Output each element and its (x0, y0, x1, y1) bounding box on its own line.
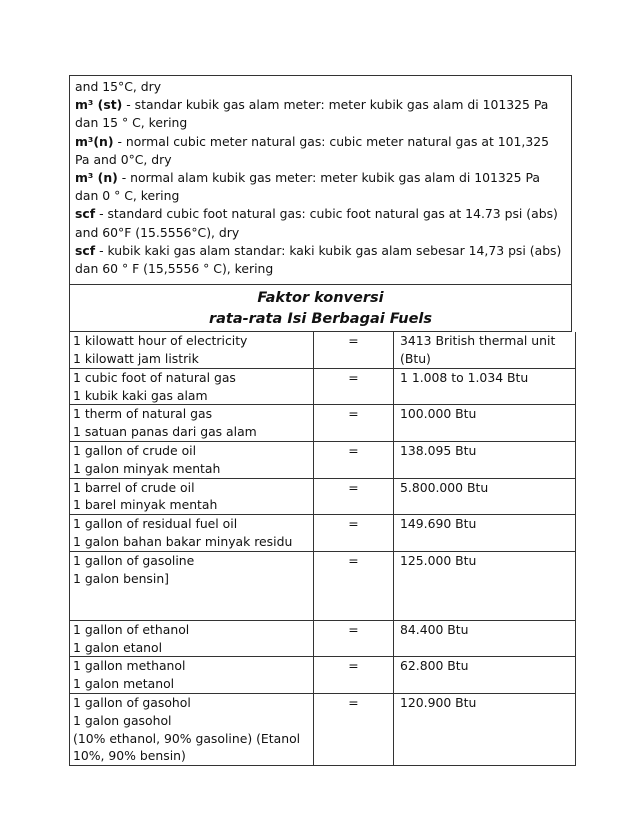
fuel-unit-line: 1 barel minyak mentah (73, 497, 218, 513)
table-title (69, 284, 572, 332)
table-row (70, 657, 576, 694)
table-row (70, 693, 576, 765)
fuel-unit-line: 1 barrel of crude oil (73, 479, 195, 495)
definition-item: m³(n) - normal cubic meter natural gas: cubic meter natural gas at 101,325 Pa and 0°C, dry (75, 133, 550, 167)
btu-value-cell: 62.800 Btu (394, 657, 576, 694)
fuel-unit-line: 1 gallon of ethanol (73, 621, 190, 637)
btu-value-cell: 149.690 Btu (394, 515, 576, 552)
fuel-unit-line: 1 gallon of crude oil (73, 443, 197, 459)
fuel-unit-line: 1 kilowatt hour of electricity (73, 333, 248, 349)
equals-cell: = (314, 551, 394, 620)
equals-cell: = (314, 657, 394, 694)
fuel-unit-line: 1 gallon of gasoline (73, 552, 195, 568)
fuel-unit-cell (70, 693, 314, 765)
fuel-unit-line: 1 gallon methanol (73, 658, 186, 674)
fuel-unit-cell (70, 620, 314, 657)
conversion-table (69, 332, 576, 766)
fuel-unit-line: 1 galon bensin] (73, 570, 170, 586)
fuel-unit-cell (70, 515, 314, 552)
fuel-unit-cell (70, 332, 314, 368)
fuel-unit-line: 1 cubic foot of natural gas (73, 369, 236, 385)
btu-value-cell: 5.800.000 Btu (394, 478, 576, 515)
btu-value-cell: 1 1.008 to 1.034 Btu (394, 368, 576, 405)
fuel-unit-line: 1 therm of natural gas (73, 406, 213, 422)
table-row (70, 368, 576, 405)
fuel-unit-line: 1 galon minyak mentah (73, 460, 221, 476)
equals-cell: = (314, 442, 394, 479)
definition-item: and 15°C, dry (75, 79, 162, 94)
fuel-unit-line: 1 galon metanol (73, 676, 175, 692)
fuel-unit-line: 1 kubik kaki gas alam (73, 387, 208, 403)
btu-value-cell: 84.400 Btu (394, 620, 576, 657)
equals-cell: = (314, 515, 394, 552)
equals-cell: = (314, 405, 394, 442)
table-row (70, 442, 576, 479)
fuel-unit-cell (70, 442, 314, 479)
fuel-unit-cell (70, 368, 314, 405)
fuel-unit-cell (70, 405, 314, 442)
fuel-unit-line: 1 kilowatt jam listrik (73, 351, 199, 367)
fuel-unit-cell (70, 551, 314, 620)
table-row (70, 620, 576, 657)
table-row (70, 515, 576, 552)
btu-value-cell: 3413 British thermal unit (Btu) (394, 332, 576, 368)
fuel-unit-line: 1 galon etanol (73, 639, 163, 655)
equals-cell: = (314, 368, 394, 405)
equals-cell: = (314, 332, 394, 368)
btu-value-cell: 138.095 Btu (394, 442, 576, 479)
fuel-unit-line: 1 galon gasohol (73, 712, 172, 728)
btu-value-cell: 100.000 Btu (394, 405, 576, 442)
table-row (70, 332, 576, 368)
table-row (70, 478, 576, 515)
fuel-unit-line: 1 gallon of gasohol (73, 694, 191, 710)
fuel-unit-cell (70, 657, 314, 694)
fuel-unit-line: 1 galon bahan bakar minyak residu (73, 534, 293, 549)
table-row (70, 551, 576, 620)
definition-item: scf - kubik kaki gas alam standar: kaki kubik gas alam sebesar 14,73 psi (abs) dan 60 ° F (15,5556 ° C), kering (75, 242, 562, 277)
fuel-unit-line: 1 gallon of residual fuel oil (73, 516, 238, 532)
equals-cell: = (314, 620, 394, 657)
fuel-unit-line: (10% ethanol, 90% gasoline) (Etanol 10%, 90% bensin) (73, 730, 301, 764)
btu-value-cell: 125.000 Btu (394, 551, 576, 620)
fuel-unit-cell (70, 478, 314, 515)
btu-value-cell: 120.900 Btu (394, 693, 576, 765)
definitions-cell (69, 75, 572, 284)
table-row (70, 405, 576, 442)
definition-item: scf - standard cubic foot natural gas: cubic foot natural gas at 14.73 psi (abs) and 60°F (15.5556°C), dry (75, 206, 558, 240)
equals-cell: = (314, 478, 394, 515)
definition-item: m³ (st) - standar kubik gas alam meter: meter kubik gas alam di 101325 Pa dan 15 ° C, kering (75, 97, 549, 131)
document-sheet (69, 75, 572, 766)
table-title-line1: Faktor konversi (257, 290, 384, 307)
fuel-unit-line: 1 satuan panas dari gas alam (73, 424, 257, 440)
equals-cell: = (314, 693, 394, 765)
definition-item: m³ (n) - normal alam kubik gas meter: meter kubik gas alam di 101325 Pa dan 0 ° C, kering (75, 170, 540, 204)
table-title-line2: rata-rata Isi Berbagai Fuels (208, 311, 433, 328)
